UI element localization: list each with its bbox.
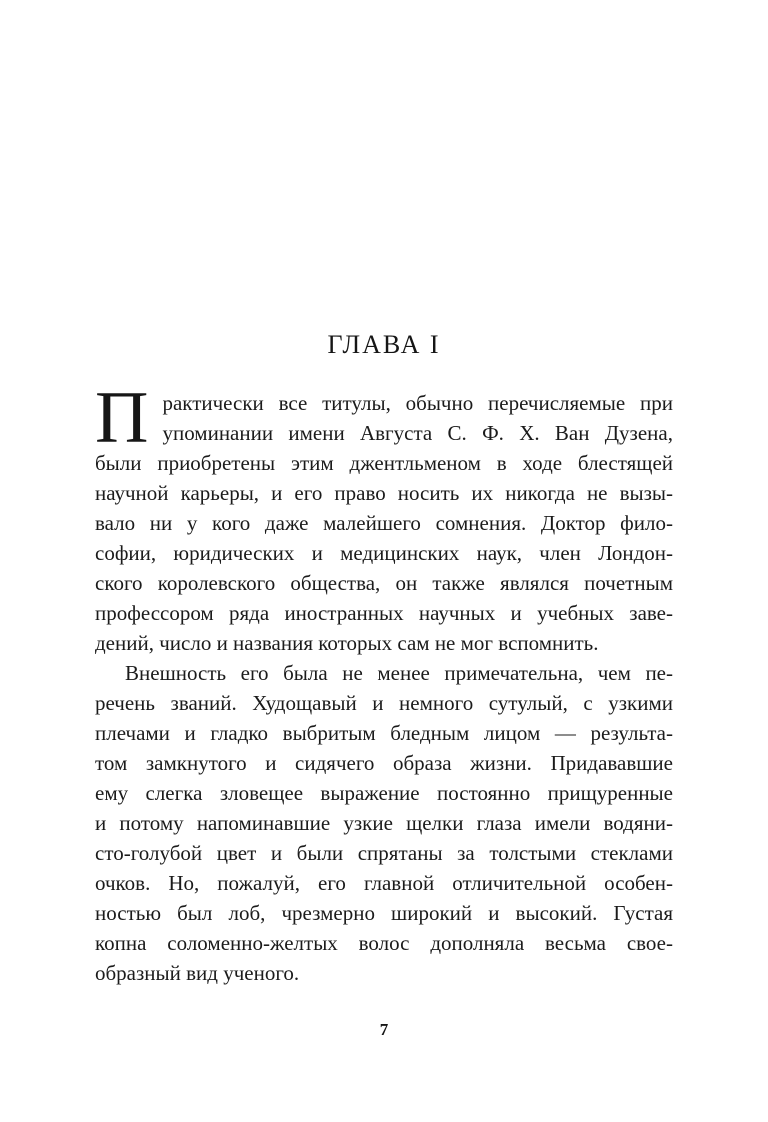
text-line: ему слегка зловещее выражение постоянно прищуренные — [95, 781, 673, 805]
chapter-title: ГЛАВА I — [327, 330, 441, 359]
text-block — [95, 377, 673, 988]
text-line: плечами и гладко выбритым бледным лицом — результа- — [95, 721, 673, 745]
text-line: речень званий. Худощавый и немного сутулый, с узкими — [95, 691, 673, 715]
paragraph-2 — [95, 658, 673, 988]
text-line: дений, число и названия которых сам не мог вспомнить. — [95, 631, 599, 655]
text-line: образный вид ученого. — [95, 961, 300, 985]
text-line: упоминании имени Августа С. Ф. Х. Ван Дузена, — [162, 421, 673, 445]
text-line: ского королевского общества, он также являлся почетным — [95, 571, 673, 595]
paragraph-1 — [95, 377, 673, 658]
text-line: вало ни у кого даже малейшего сомнения. Доктор фило- — [95, 511, 673, 535]
text-line: очков. Но, пожалуй, его главной отличительной особен- — [95, 871, 673, 895]
text-line: софии, юридических и медицинских наук, член Лондон- — [95, 541, 673, 565]
text-line: том замкнутого и сидячего образа жизни. Придававшие — [95, 751, 673, 775]
text-line: профессором ряда иностранных научных и учебных заве- — [95, 601, 673, 625]
text-line: сто-голубой цвет и были спрятаны за толстыми стеклами — [95, 841, 673, 865]
text-line: ностью был лоб, чрезмерно широкий и высокий. Густая — [95, 901, 673, 925]
text-line: копна соломенно-желтых волос дополняла весьма свое- — [95, 931, 673, 955]
text-line: и потому напоминавшие узкие щелки глаза имели водяни- — [95, 811, 673, 835]
drop-cap: П — [95, 377, 149, 459]
text-line: рактически все титулы, обычно перечисляемые при — [162, 391, 673, 415]
page-number: 7 — [379, 1020, 389, 1039]
text-line: Внешность его была не менее примечательна, чем пе- — [125, 661, 673, 685]
text-line: были приобретены этим джентльменом в ходе блестящей — [95, 451, 673, 475]
text-line: научной карьеры, и его право носить их никогда не вызы- — [95, 481, 673, 505]
